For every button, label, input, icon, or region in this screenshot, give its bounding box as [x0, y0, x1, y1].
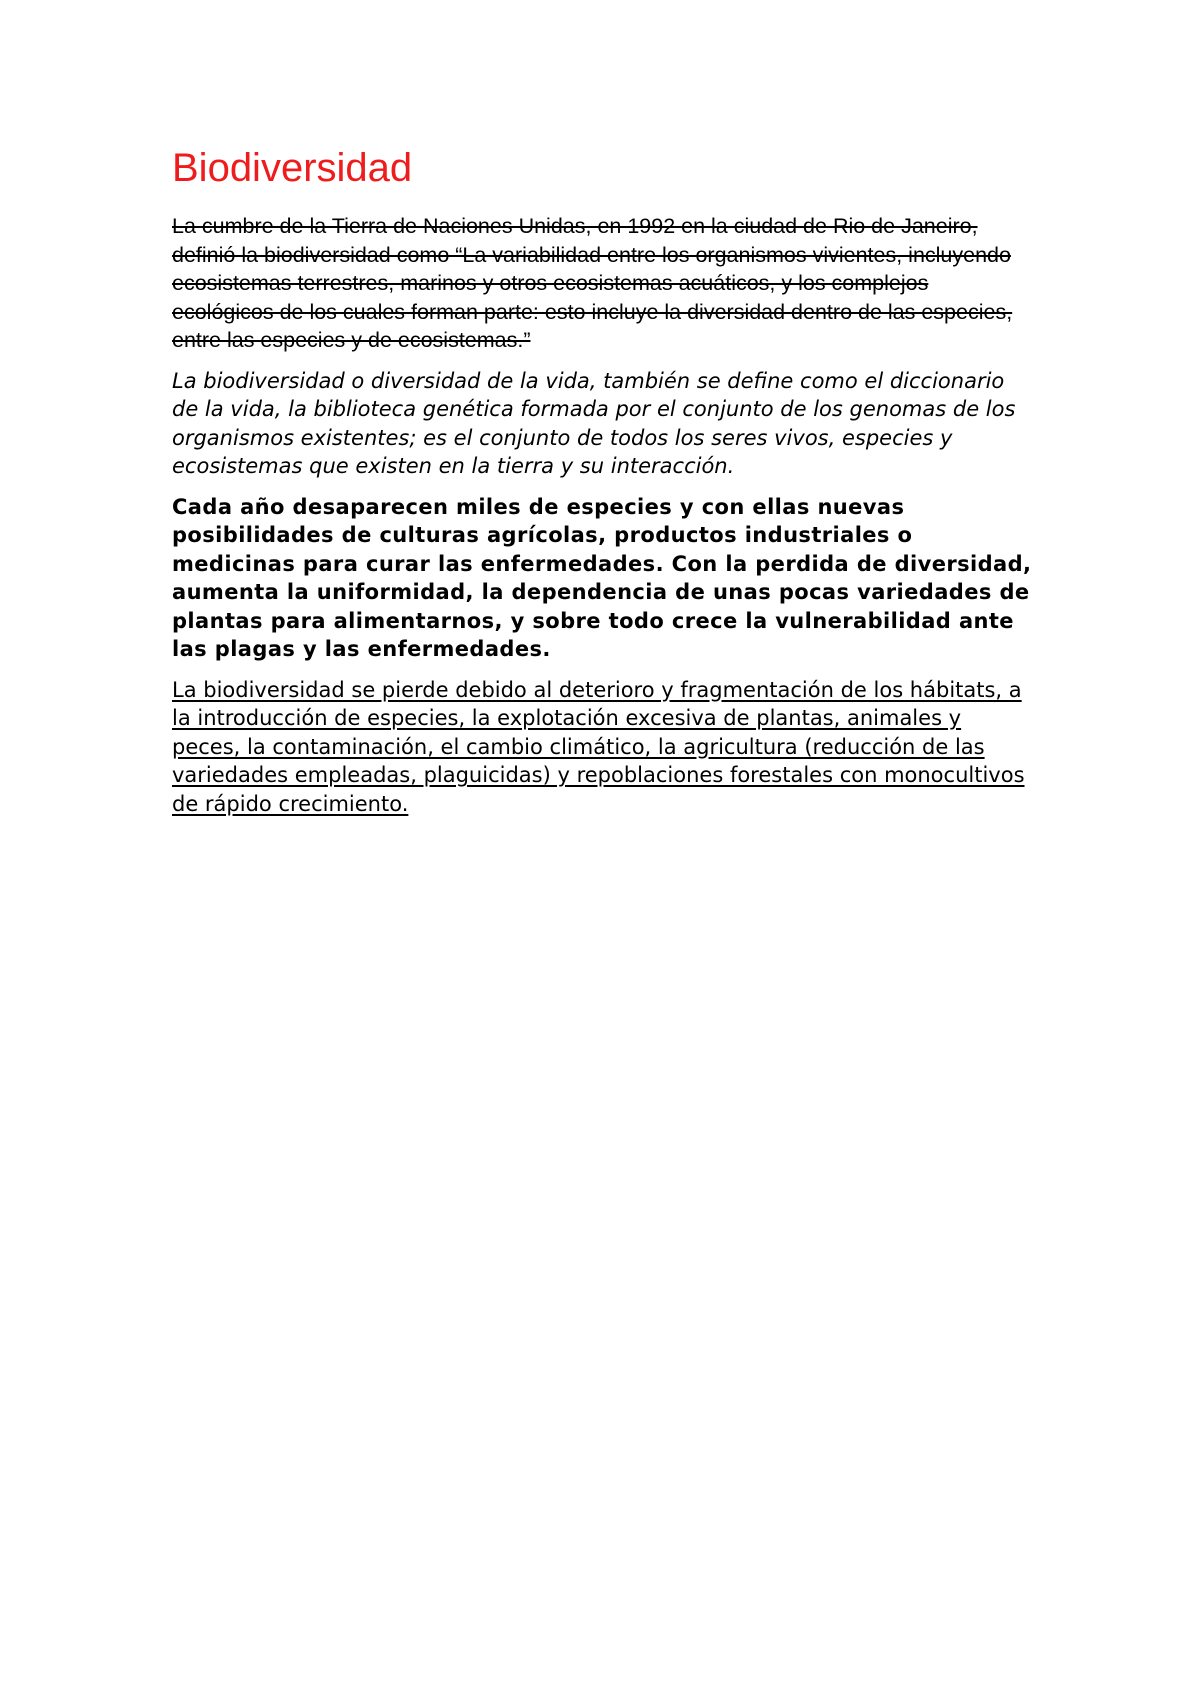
paragraph-strikethrough: La cumbre de la Tierra de Naciones Unidas, en 1992 en la ciudad de Rio de Janeiro, definió la biodiversidad como “La variabilidad entre los organismos vivientes, incluyendo ecosistemas terrestres, marinos y otros ecosistemas acuáticos, y los complejos ecológicos de los cuales forman parte: esto incluye la diversidad dentro de las especies, entre las especies y de ecosistemas.” — [172, 214, 1013, 352]
document-body — [172, 140, 1032, 830]
document-title: Biodiversidad — [172, 146, 413, 190]
paragraph-bold: Cada año desaparecen miles de especies y con ellas nuevas posibilidades de culturas agrícolas, productos industriales o medicinas para curar las enfermedades. Con la perdida de diversidad, aumenta la uniformidad, la dependencia de unas pocas variedades de plantas para alimentarnos, y sobre todo crece la vulnerabilidad ante las plagas y las enfermedades. — [172, 494, 1032, 661]
paragraph-underline: La biodiversidad se pierde debido al deterioro y fragmentación de los hábitats, a la introducción de especies, la explotación excesiva de plantas, animales y peces, la contaminación, el cambio climático, la agricultura (reducción de las variedades empleadas, plaguicidas) y repoblaciones forestales con monocultivos de rápido crecimiento. — [172, 677, 1025, 816]
paragraph-italic: La biodiversidad o diversidad de la vida, también se define como el diccionario de la vida, la biblioteca genética formada por el conjunto de los genomas de los organismos existentes; es el conjunto de todos los seres vivos, especies y ecosistemas que existen en la tierra y su interacción. — [172, 368, 1016, 478]
